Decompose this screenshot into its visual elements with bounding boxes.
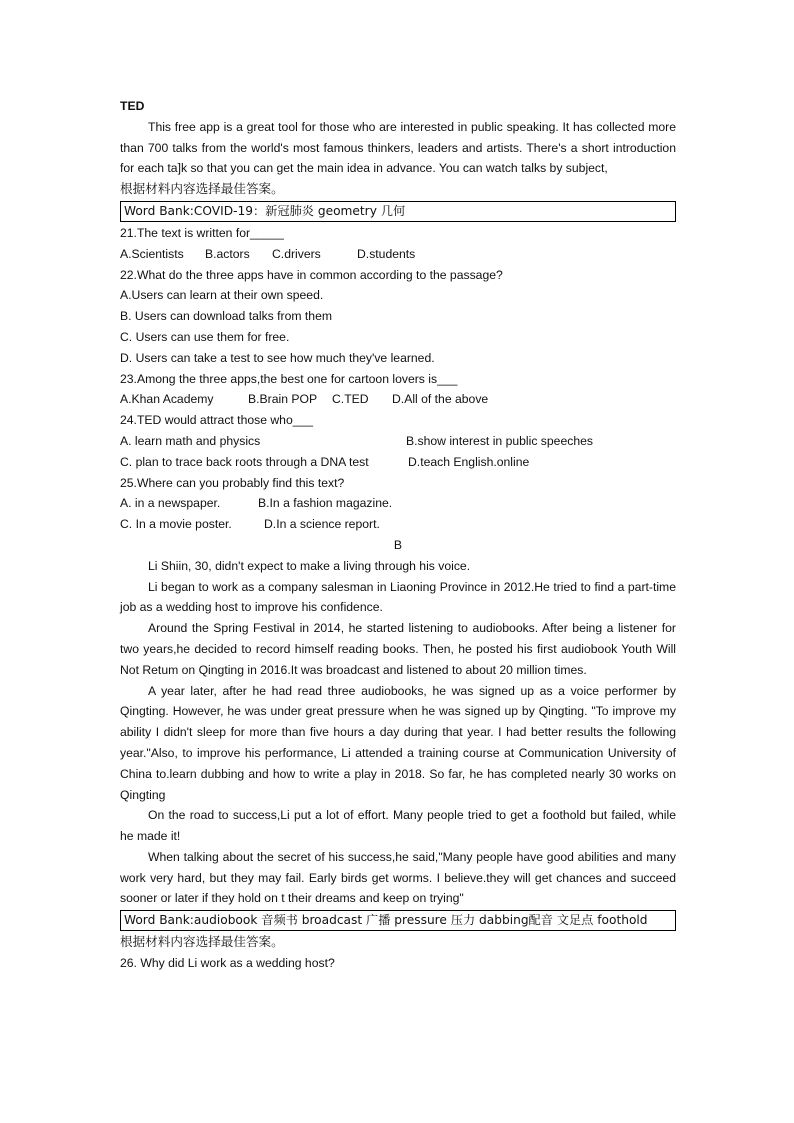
- option-row: [120, 452, 676, 473]
- section-label: B: [393, 537, 403, 552]
- option: C. In a movie poster.: [120, 517, 232, 532]
- option: A.Users can learn at their own speed.: [120, 288, 324, 303]
- document-page: [120, 96, 676, 974]
- option-row: [120, 244, 676, 265]
- option: D.students: [357, 246, 416, 261]
- option-row: [120, 493, 676, 514]
- question-stem: 25.Where can you probably find this text?: [120, 475, 345, 490]
- question-stem: 23.Among the three apps,the best one for cartoon lovers is___: [120, 371, 458, 386]
- section-title: TED: [120, 99, 145, 113]
- option-row: [120, 514, 676, 535]
- option-row: [120, 389, 676, 410]
- option: B. Users can download talks from them: [120, 309, 333, 324]
- option: A. in a newspaper.: [120, 496, 221, 511]
- word-bank-text: Word Bank:COVID-19：新冠肺炎 geometry 几何: [124, 203, 406, 218]
- option: A.Khan Academy: [120, 392, 214, 407]
- passage-paragraph: When talking about the secret of his success,he said,"Many people have good abilities and many work very hard, but they may fail. Early birds get worms. I believe.they will get chances and succeed sooner or later if they hold on t their dreams and keep on trying": [120, 849, 676, 906]
- option: C.drivers: [272, 246, 321, 261]
- option: C.TED: [332, 392, 369, 407]
- question-stem: 26. Why did Li work as a wedding host?: [120, 956, 335, 971]
- question-stem: 21.The text is written for_____: [120, 225, 284, 240]
- option: C. plan to trace back roots through a DNA test: [120, 454, 369, 469]
- passage-paragraph: Li Shiin, 30, didn't expect to make a living through his voice.: [148, 558, 471, 573]
- passage-paragraph: Around the Spring Festival in 2014, he started listening to audiobooks. After being a listener for two years,he decided to record himself reading books. Then, he posted his first audiobook Youth Will Not Retum on Qingting in 2016.It was broadcast and listened to about 20 million times.: [120, 621, 676, 677]
- instruction-text: 根据材料内容选择最佳答案。: [120, 181, 284, 197]
- word-bank-box: [120, 910, 676, 931]
- option: B.In a fashion magazine.: [258, 496, 393, 511]
- word-bank-box: [120, 201, 676, 222]
- option: A. learn math and physics: [120, 433, 261, 448]
- passage-paragraph: A year later, after he had read three audiobooks, he was signed up as a voice performer by Qingting. However, he was under great pressure when he was signed up by Qingting. "To improve my ability I didn't sleep for more than five hours a day during that year. I had better results the following year."Also, to improve his performance, Li attended a training course at Communication University of China to.learn dubbing and how to write a play in 2018. So far, he has completed nearly 30 works on Qingting: [120, 683, 676, 802]
- option: B.Brain POP: [248, 392, 318, 407]
- option: D.In a science report.: [264, 517, 380, 532]
- option: B.actors: [205, 246, 250, 261]
- option: D. Users can take a test to see how much they've learned.: [120, 350, 435, 365]
- option: A.Scientists: [120, 246, 184, 261]
- passage-paragraph: On the road to success,Li put a lot of effort. Many people tried to get a foothold but failed, while he made it!: [120, 808, 676, 844]
- option: D.All of the above: [392, 392, 489, 407]
- passage-paragraph: Li began to work as a company salesman in Liaoning Province in 2012.He tried to find a part-time job as a wedding host to improve his confidence.: [120, 579, 676, 615]
- word-bank-text: Word Bank:audiobook 音频书 broadcast 广播 pressure 压力 dabbing配音 文足点 foothold: [124, 913, 648, 928]
- option: B.show interest in public speeches: [406, 433, 593, 448]
- question-stem: 24.TED would attract those who___: [120, 413, 314, 428]
- option: D.teach English.online: [408, 454, 530, 469]
- question-stem: 22.What do the three apps have in common according to the passage?: [120, 267, 503, 282]
- instruction-text: 根据材料内容选择最佳答案。: [120, 934, 284, 950]
- passage-paragraph: This free app is a great tool for those who are interested in public speaking. It has collected more than 700 talks from the world's most famous thinkers, leaders and artists. There's a short introduction for each ta]k so that you can get the main idea in advance. You can watch talks by subject,: [120, 119, 676, 176]
- option-row: [120, 431, 676, 452]
- option: C. Users can use them for free.: [120, 329, 290, 344]
